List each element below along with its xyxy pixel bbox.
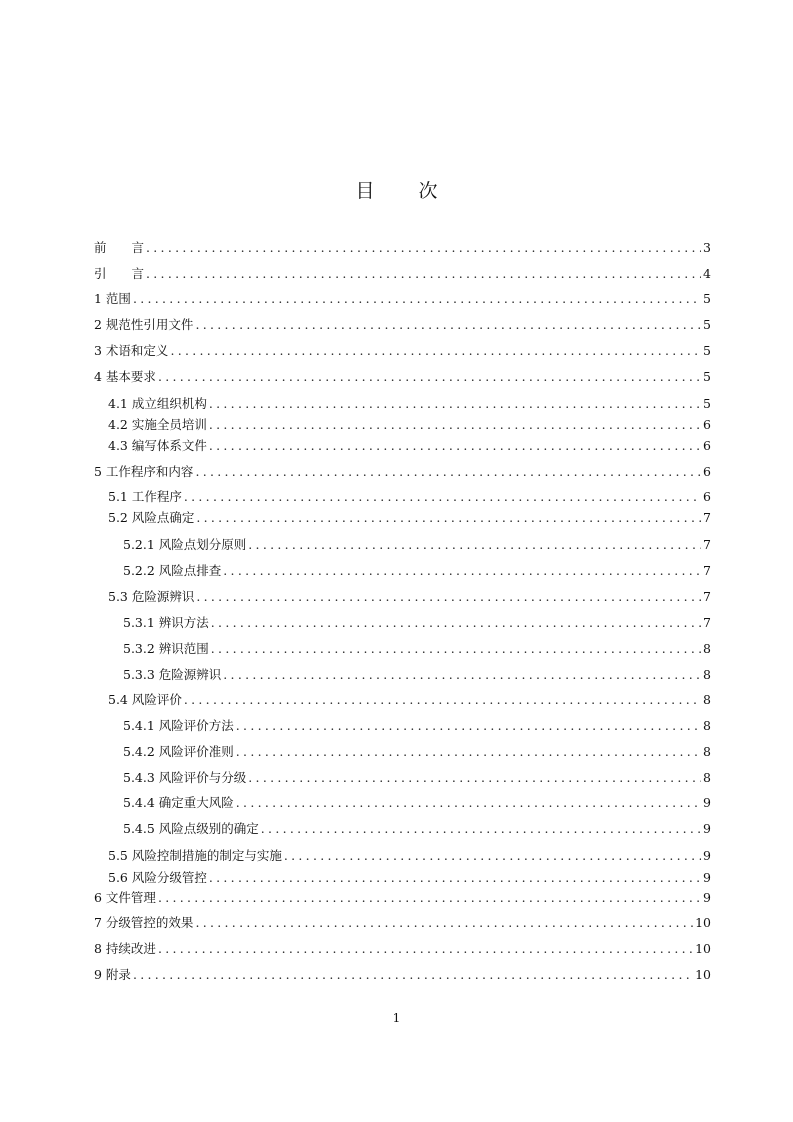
toc-entry-page: 6 <box>703 438 711 453</box>
toc-entry-page: 7 <box>703 537 711 552</box>
toc-entry-label: 5.3.3 危险源辨识 <box>123 667 222 682</box>
toc-entry[interactable] <box>108 870 711 886</box>
dot-leader <box>158 369 701 385</box>
toc-entry-page: 8 <box>703 770 711 785</box>
toc-entry-label: 3 术语和定义 <box>94 343 169 358</box>
toc-entry-label: 5.4.1 风险评价方法 <box>123 718 234 733</box>
toc-entry-page: 8 <box>703 692 711 707</box>
toc-entry-label: 5.1 工作程序 <box>108 489 182 504</box>
page-number: 1 <box>392 1011 401 1025</box>
toc-entry-label: 1 范围 <box>94 291 131 306</box>
toc-entry-page: 9 <box>703 848 711 863</box>
toc-entry-page: 7 <box>703 510 711 525</box>
toc-entry[interactable] <box>108 417 711 433</box>
dot-leader <box>236 718 701 734</box>
toc-entry-page: 10 <box>695 941 711 956</box>
dot-leader <box>184 692 701 708</box>
toc-entry-label: 5.4.3 风险评价与分级 <box>123 770 247 785</box>
toc-entry-label: 5.4.5 风险点级别的确定 <box>123 821 259 836</box>
toc-entry-label: 5.3.2 辨识范围 <box>123 641 209 656</box>
toc-entry[interactable] <box>108 438 711 454</box>
toc-entry[interactable] <box>108 692 711 708</box>
toc-entry-label: 引 言 <box>94 266 145 281</box>
dot-leader <box>170 343 701 359</box>
toc-entry-page: 5 <box>703 369 711 384</box>
toc-entry-page: 6 <box>703 489 711 504</box>
toc-entry-page: 6 <box>703 417 711 432</box>
toc-entry[interactable] <box>94 266 711 282</box>
dot-leader <box>223 667 701 683</box>
dot-leader <box>248 537 701 553</box>
toc-entry-label: 5.2.1 风险点划分原则 <box>123 537 247 552</box>
toc-entry-label: 5.5 风险控制措施的制定与实施 <box>108 848 282 863</box>
toc-entry-page: 10 <box>695 915 711 930</box>
dot-leader <box>196 589 701 605</box>
toc-entry-label: 5.2 风险点确定 <box>108 510 195 525</box>
toc-entry-label: 7 分级管控的效果 <box>94 915 194 930</box>
toc-entry-page: 8 <box>703 667 711 682</box>
toc-entry-label: 2 规范性引用文件 <box>94 317 194 332</box>
toc-entry[interactable] <box>94 464 711 480</box>
dot-leader <box>209 870 701 886</box>
dot-leader <box>158 941 693 957</box>
toc-entry-page: 7 <box>703 615 711 630</box>
toc-entry-page: 4 <box>703 266 711 281</box>
toc-entry[interactable] <box>94 941 711 957</box>
dot-leader <box>223 563 701 579</box>
toc-entry-label: 4 基本要求 <box>94 369 156 384</box>
dot-leader <box>261 821 701 837</box>
dot-leader <box>211 615 701 631</box>
toc-entry[interactable] <box>94 967 711 983</box>
toc-entry-page: 7 <box>703 589 711 604</box>
dot-leader <box>133 291 701 307</box>
toc-title: 目次 <box>355 180 482 202</box>
toc-entry[interactable] <box>94 890 711 906</box>
toc-entry-label: 5.4.2 风险评价准则 <box>123 744 234 759</box>
toc-entry-label: 5.3.1 辨识方法 <box>123 615 209 630</box>
toc-entry-page: 5 <box>703 396 711 411</box>
toc-entry[interactable] <box>123 770 711 786</box>
toc-entry[interactable] <box>108 510 711 526</box>
toc-entry-page: 8 <box>703 641 711 656</box>
toc-entry[interactable] <box>94 291 711 307</box>
toc-entry[interactable] <box>94 240 711 256</box>
toc-entry[interactable] <box>123 744 711 760</box>
toc-entry[interactable] <box>94 343 711 359</box>
toc-entry[interactable] <box>123 563 711 579</box>
toc-entry[interactable] <box>123 795 711 811</box>
toc-entry-page: 7 <box>703 563 711 578</box>
toc-entry-label: 5.4 风险评价 <box>108 692 182 707</box>
toc-entry[interactable] <box>94 369 711 385</box>
toc-entry[interactable] <box>123 615 711 631</box>
toc-entry-page: 9 <box>703 795 711 810</box>
dot-leader <box>195 317 701 333</box>
toc-entry-page: 9 <box>703 821 711 836</box>
toc-entry-page: 6 <box>703 464 711 479</box>
toc-entry-page: 3 <box>703 240 711 255</box>
toc-entry[interactable] <box>108 589 711 605</box>
dot-leader <box>146 266 701 282</box>
toc-entry-label: 5.3 危险源辨识 <box>108 589 195 604</box>
toc-entry[interactable] <box>123 718 711 734</box>
dot-leader <box>209 438 701 454</box>
dot-leader <box>209 396 701 412</box>
toc-entry[interactable] <box>108 848 711 864</box>
dot-leader <box>196 510 701 526</box>
toc-entry-page: 10 <box>695 967 711 982</box>
toc-entry-page: 5 <box>703 317 711 332</box>
dot-leader <box>248 770 701 786</box>
toc-entry[interactable] <box>108 396 711 412</box>
toc-entry[interactable] <box>108 489 711 505</box>
toc-entry-page: 9 <box>703 870 711 885</box>
toc-entry-page: 5 <box>703 343 711 358</box>
toc-entry[interactable] <box>123 537 711 553</box>
toc-entry-label: 8 持续改进 <box>94 941 156 956</box>
toc-entry-label: 前 言 <box>94 240 145 255</box>
dot-leader <box>236 744 701 760</box>
dot-leader <box>133 967 693 983</box>
toc-entry-page: 9 <box>703 890 711 905</box>
dot-leader <box>184 489 701 505</box>
dot-leader <box>284 848 701 864</box>
dot-leader <box>236 795 701 811</box>
toc-entry-label: 9 附录 <box>94 967 131 982</box>
toc-entry[interactable] <box>94 317 711 333</box>
dot-leader <box>158 890 701 906</box>
toc-entry-page: 5 <box>703 291 711 306</box>
toc-entry-page: 8 <box>703 718 711 733</box>
toc-entry[interactable] <box>123 821 711 837</box>
toc-entry-label: 4.3 编写体系文件 <box>108 438 207 453</box>
toc-entry-label: 6 文件管理 <box>94 890 156 905</box>
toc-entry-page: 8 <box>703 744 711 759</box>
toc-entry[interactable] <box>123 667 711 683</box>
toc-entry-label: 5.4.4 确定重大风险 <box>123 795 234 810</box>
toc-entry-label: 5.6 风险分级管控 <box>108 870 207 885</box>
dot-leader <box>195 464 701 480</box>
dot-leader <box>146 240 701 256</box>
dot-leader <box>211 641 701 657</box>
toc-entry-label: 5.2.2 风险点排查 <box>123 563 222 578</box>
toc-entry[interactable] <box>123 641 711 657</box>
toc-entry-label: 5 工作程序和内容 <box>94 464 194 479</box>
dot-leader <box>209 417 701 433</box>
dot-leader <box>195 915 693 931</box>
toc-entry-label: 4.1 成立组织机构 <box>108 396 207 411</box>
toc-entry[interactable] <box>94 915 711 931</box>
toc-entry-label: 4.2 实施全员培训 <box>108 417 207 432</box>
